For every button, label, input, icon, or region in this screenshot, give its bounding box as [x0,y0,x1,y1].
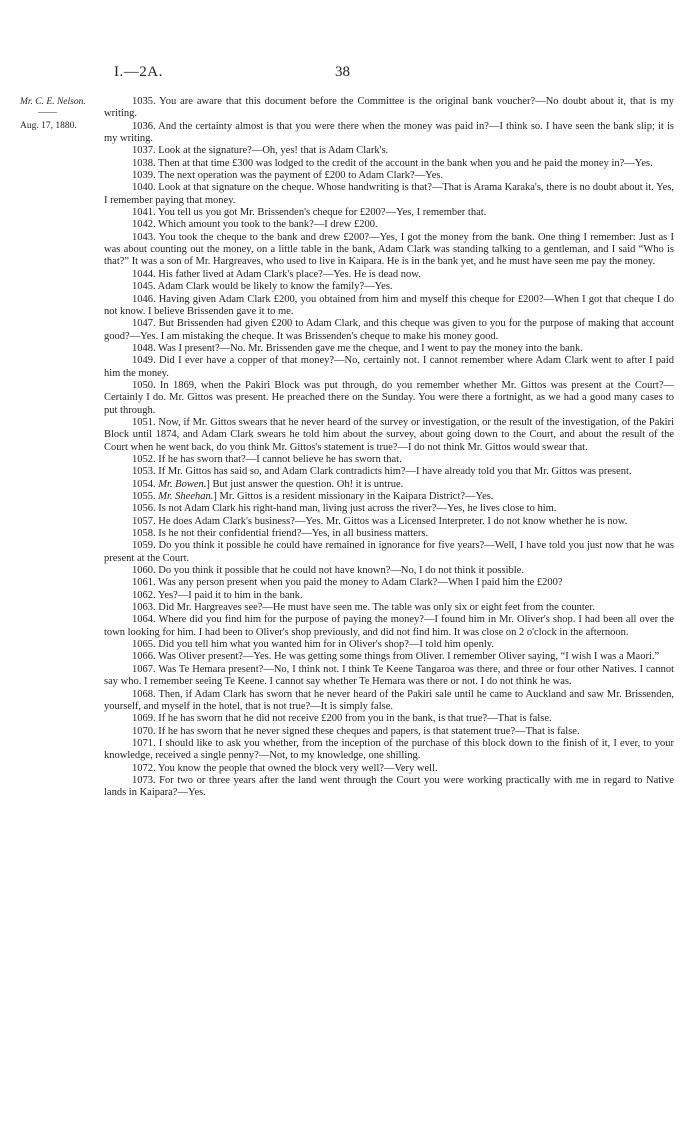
question-1041: 1041. You tell us you got Mr. Brissenden's cheque for £200?—Yes, I remember that. [132,207,487,219]
margin-dash: —— [38,108,57,118]
question-number: 1055. [132,491,159,502]
question-1072: 1072. You know the people that owned the block very well?—Very well. [132,762,438,774]
question-1039: 1039. The next operation was the payment of £200 to Adam Clark?—Yes. [132,170,444,182]
question-1060: 1060. Do you think it possible that he could not have known?—No, I do not think it possible. [132,565,524,577]
question-1036: 1036. And the certainty almost is that you were there when the money was paid in?—I think so. I have seen the bank slip; it is my writing. [104,120,674,145]
question-1064: 1064. Where did you find him for the purpose of paying the money?—I found him in Mr. Oliver's shop. I had been all over the town looking for him. I had been to Oliver's shop previously, and did not find him. It was close on 2 o'clock in the afternoon. [104,614,674,638]
question-1052: 1052. If he has sworn that?—I cannot believe he has sworn that. [132,453,402,465]
question-1054 [104,479,674,491]
question-1063: 1063. Did Mr. Hargreaves see?—He must have seen me. The table was only six or eight feet from the counter. [132,602,595,614]
testimony-body [104,96,674,800]
question-1058: 1058. Is he not their confidential friend?—Yes, in all business matters. [132,528,429,540]
speaker-name: Mr. Sheehan. [158,491,214,502]
question-text: ] But just answer the question. Oh! it is untrue. [206,478,404,490]
question-1035: 1035. You are aware that this document before the Committee is the original bank voucher?—No doubt about it, that is my writing. [104,96,674,120]
question-1037: 1037. Look at the signature?—Oh, yes! that is Adam Clark's. [132,145,389,157]
question-1043: 1043. You took the cheque to the bank and drew £200?—Yes, I got the money from the bank. One thing I remember: Just as I was about counting out the money, on a little table in the bank, Adam Clark was standing talking to a gentleman, and I said “Who is that?” It was a son of Mr. Hargreaves, who used to live in Kaipara. He is in the bank yet, and he must have seen me pay the money. [104,231,674,268]
question-number: 1054. [132,478,159,490]
page-number: 38 [335,64,350,80]
question-1066: 1066. Was Oliver present?—Yes. He was getting some things from Oliver. I remember Oliver saying, “I wish I was a Maori.” [132,651,660,663]
page-header [0,64,700,84]
question-1046: 1046. Having given Adam Clark £200, you obtained from him and myself this cheque for £200?—When I got that cheque I do not know. I believe Brissenden gave it to me. [104,293,674,317]
question-1051: 1051. Now, if Mr. Gittos swears that he never heard of the survey or investigation, or the result of the investigation, of the Pakiri Block until 1874, and Adam Clark swears he told him about the survey, about going down to the Court, and about the result of the Court when he went back, do you think Mr. Gittos's statement is true?—I do not think Mr. Gittos would swear that. [104,416,674,453]
question-1042: 1042. Which amount you took to the bank?—I drew £200. [132,219,378,231]
margin-date: Aug. 17, 1880. [20,121,77,131]
question-1071: 1071. I should like to ask you whether, from the inception of the purchase of this block down to the finish of it, I ever, to your knowledge, received a single penny?—Not, to my knowledge, one shilling. [104,737,674,762]
question-1070: 1070. If he has sworn that he never signed these cheques and papers, is that statement true?—That is false. [132,725,580,737]
question-1062: 1062. Yes?—I paid it to him in the bank. [132,589,303,601]
question-1068: 1068. Then, if Adam Clark has sworn that he never heard of the Pakiri sale until he came to Auckland and saw Mr. Brissenden, yourself, and myself in the hotel, that is not true?—It is simply false. [104,688,674,712]
question-1067: 1067. Was Te Hemara present?—No, I think not. I think Te Keene Tangaroa was there, and three or four other Natives. I cannot say who. I remember seeing Te Keene. I cannot say whether Te Hemara was there or not. I do not think he was. [104,663,674,688]
margin-notes [20,97,110,132]
question-text: ] Mr. Gittos is a resident missionary in the Kaipara District?—Yes. [213,491,494,502]
question-1053: 1053. If Mr. Gittos has said so, and Adam Clark contradicts him?—I have already told you that Mr. Gittos was present. [132,466,632,478]
question-1050: 1050. In 1869, when the Pakiri Block was put through, do you remember whether Mr. Gittos was present at the Court?—Certainly I do. Mr. Gittos was present. He preached there on the Sunday. You were there a fortnight, as we had a good many cases to put through. [104,379,674,416]
question-1057: 1057. He does Adam Clark's business?—Yes. Mr. Gittos was a Licensed Interpreter. I do not know whether he is now. [132,515,628,527]
question-1055 [104,491,674,503]
question-1049: 1049. Did I ever have a copper of that money?—No, certainly not. I cannot remember where Adam Clark went to after I paid him the money. [104,355,674,379]
question-1048: 1048. Was I present?—No. Mr. Brissenden gave me the cheque, and I went to pay the money into the bank. [132,342,583,354]
question-1056: 1056. Is not Adam Clark his right-hand man, living just across the river?—Yes, he lives close to him. [132,503,557,515]
question-1045: 1045. Adam Clark would be likely to know the family?—Yes. [132,281,393,293]
speaker-name: Mr. Bowen. [158,478,207,490]
question-1044: 1044. His father lived at Adam Clark's place?—Yes. He is dead now. [132,268,421,280]
question-1061: 1061. Was any person present when you paid the money to Adam Clark?—When I paid him the £200? [132,577,563,589]
question-1038: 1038. Then at that time £300 was lodged to the credit of the account in the bank when you and he paid the money in?—Yes. [132,157,653,169]
question-1047: 1047. But Brissenden had given £200 to Adam Clark, and this cheque was given to you for the purpose of making that account good?—Yes. I am mistaking the cheque. It was Brissenden's cheque to make his money good. [104,318,674,342]
question-1065: 1065. Did you tell him what you wanted him for in Oliver's shop?—I told him openly. [132,639,494,651]
parliamentary-paper-reference: I.—2A. [114,64,163,80]
question-1073: 1073. For two or three years after the land went through the Court you were working practically with me in regard to Native lands in Kaipara?—Yes. [104,774,674,799]
question-1040: 1040. Look at that signature on the cheque. Whose handwriting is that?—That is Arama Karaka's, there is no doubt about it. Yes, I remember paying that money. [104,182,674,206]
question-1069: 1069. If he has sworn that he did not receive £200 from you in the bank, is that true?—That is false. [132,713,552,725]
question-1059: 1059. Do you think it possible he could have remained in ignorance for five years?—Well, I have told you just now that he was present at the Court. [104,540,674,564]
margin-witness-name: Mr. C. E. Nelson. [20,97,86,107]
